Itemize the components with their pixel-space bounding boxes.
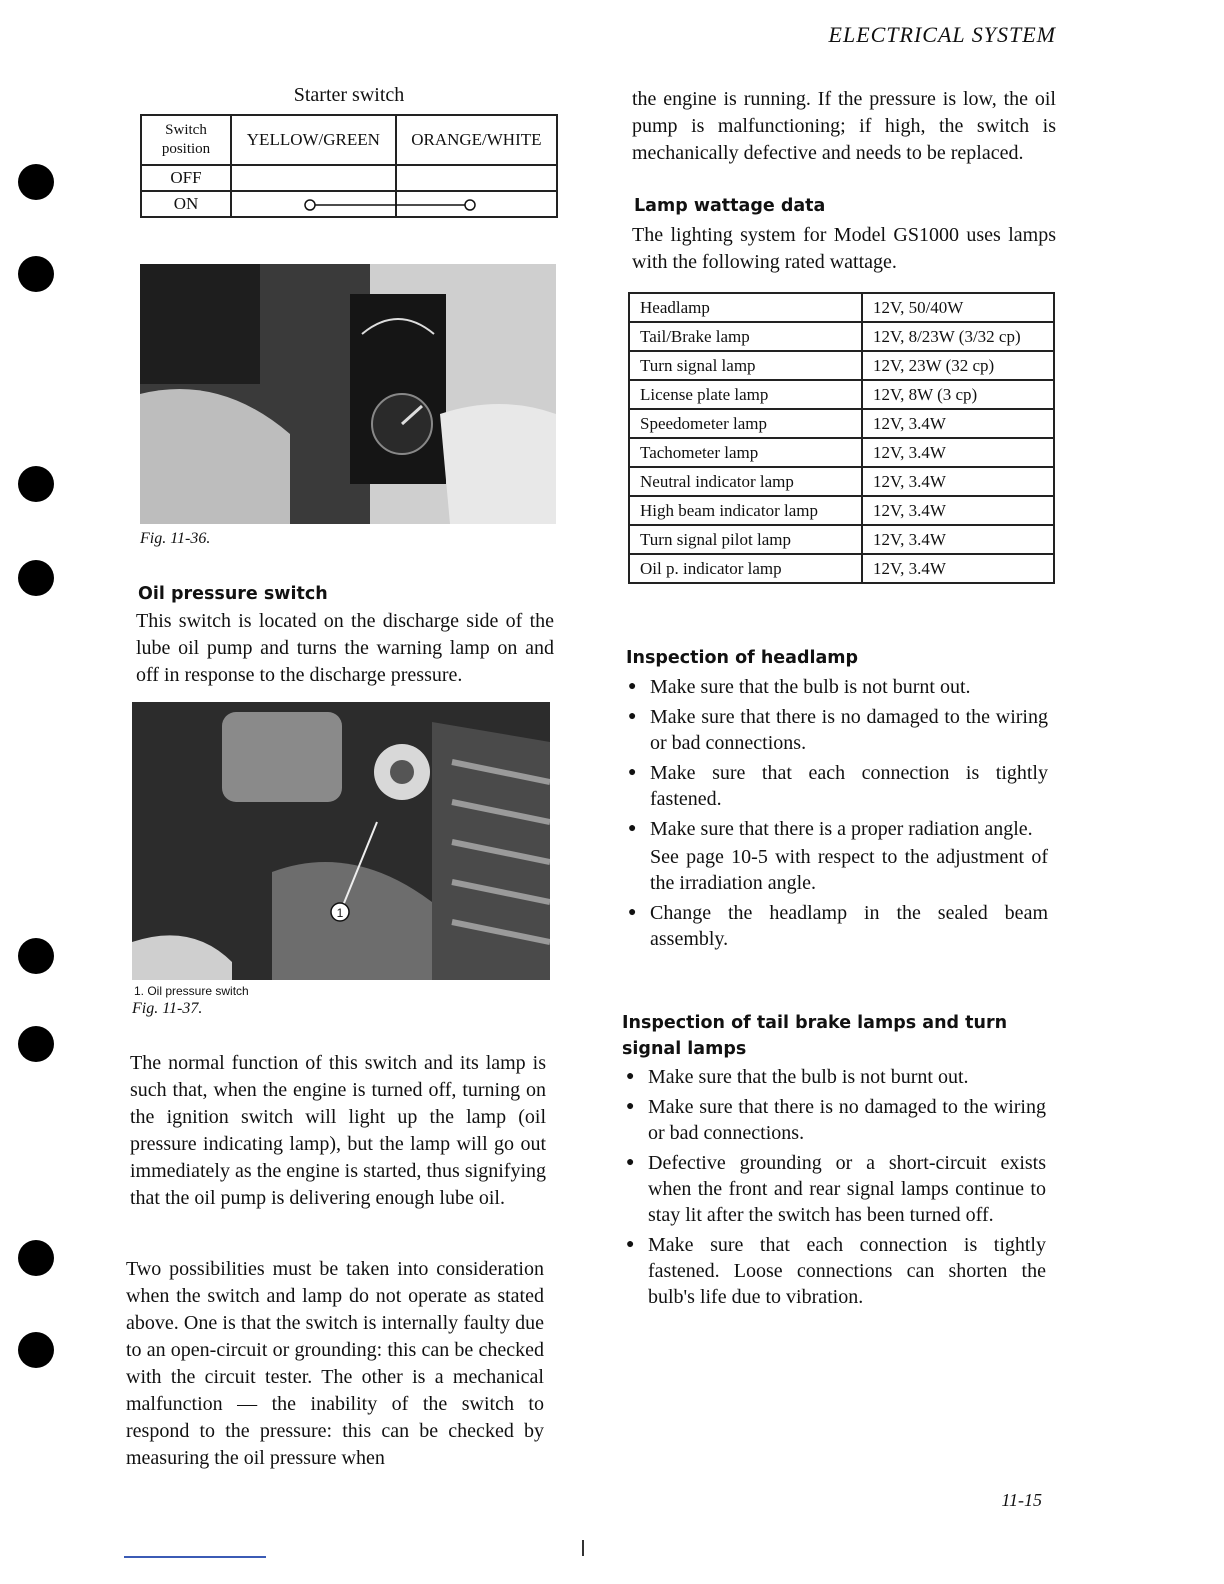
lamp-wattage-heading: Lamp wattage data	[634, 196, 826, 216]
list-item: ● Make sure that there is no damaged to the wiring or bad connections.	[626, 1094, 1046, 1146]
switch-position-header: Switch position	[141, 115, 231, 165]
lamp-wattage: 12V, 3.4W	[862, 554, 1054, 583]
lamp-wattage-intro: The lighting system for Model GS1000 uses lamps with the following rated wattage.	[632, 224, 1056, 273]
list-item: ● Make sure that each connection is tightly fastened.	[628, 760, 1048, 812]
oil-pressure-switch-heading: Oil pressure switch	[138, 584, 328, 604]
lamp-wattage: 12V, 3.4W	[862, 496, 1054, 525]
table-row	[629, 409, 1054, 438]
center-tick	[582, 1540, 584, 1556]
binder-hole	[18, 1240, 54, 1276]
lamp-name: Turn signal pilot lamp	[629, 525, 862, 554]
list-item: ● Make sure that there is no damaged to the wiring or bad connections.	[628, 704, 1048, 756]
binder-hole	[18, 164, 54, 200]
table-row	[629, 293, 1054, 322]
lamp-name: Tachometer lamp	[629, 438, 862, 467]
continuity-connector-icon	[302, 198, 482, 212]
tail-lamp-inspection-heading: Inspection of tail brake lamps and turn signal lamps	[622, 1013, 1008, 1059]
lamp-wattage: 12V, 23W (32 cp)	[862, 351, 1054, 380]
table-row	[629, 351, 1054, 380]
running-header: ELECTRICAL SYSTEM	[828, 22, 1056, 47]
headlamp-angle-note: See page 10-5 with respect to the adjustment of the irradiation angle.	[650, 846, 1048, 894]
table-row	[629, 380, 1054, 409]
yellow-green-header: YELLOW/GREEN	[231, 115, 396, 165]
list-item: ● Make sure that the bulb is not burnt out.	[626, 1064, 1046, 1090]
lamp-wattage: 12V, 8W (3 cp)	[862, 380, 1054, 409]
table-row	[629, 496, 1054, 525]
headlamp-inspection-heading: Inspection of headlamp	[626, 648, 859, 668]
tail-lamp-checklist	[626, 1064, 1046, 1314]
lamp-wattage-table	[628, 292, 1055, 584]
table-row	[629, 467, 1054, 496]
lamp-wattage: 12V, 3.4W	[862, 525, 1054, 554]
lamp-name: Headlamp	[629, 293, 862, 322]
oil-switch-function-paragraph: The normal function of this switch and its lamp is such that, when the engine is turned off, turning on the ignition switch will light up the lamp (oil pressure indicating lamp), but the lamp will go out immediately as the engine is started, thus signifying that the oil pump is delivering enough lube oil.	[130, 1052, 546, 1209]
footer-rule	[124, 1556, 266, 1558]
lamp-name: Oil p. indicator lamp	[629, 554, 862, 583]
list-item: ● Defective grounding or a short-circuit exists when the front and rear signal lamps continue to stay lit after the switch has been turned off.	[626, 1150, 1046, 1228]
list-item-text: Make sure that there is a proper radiation angle.	[650, 818, 1033, 840]
list-item	[628, 816, 1048, 896]
table-row	[629, 525, 1054, 554]
lamp-wattage: 12V, 50/40W	[862, 293, 1054, 322]
figure-11-37-legend: 1. Oil pressure switch	[134, 984, 249, 998]
list-item: ● Change the headlamp in the sealed beam assembly.	[628, 900, 1048, 952]
lamp-name: High beam indicator lamp	[629, 496, 862, 525]
lamp-name: Tail/Brake lamp	[629, 322, 862, 351]
table-row	[629, 554, 1054, 583]
oil-switch-description: This switch is located on the discharge side of the lube oil pump and turns the warning lamp on and off in response to the discharge pressure.	[136, 610, 554, 686]
table-row	[629, 322, 1054, 351]
figure-callout: 1	[336, 906, 344, 920]
binder-hole	[18, 1332, 54, 1368]
binder-hole	[18, 938, 54, 974]
list-item: ● Make sure that each connection is tightly fastened. Loose connections can shorten the bulb's life due to vibration.	[626, 1232, 1046, 1310]
off-row-label: OFF	[141, 165, 231, 191]
oil-pressure-continuation: the engine is running. If the pressure is low, the oil pump is malfunctioning; if high, the switch is mechanically defective and needs to be replaced.	[632, 88, 1056, 164]
lamp-name: License plate lamp	[629, 380, 862, 409]
oil-pressure-switch-photo	[132, 702, 550, 980]
oil-switch-faults-paragraph: Two possibilities must be taken into consideration when the switch and lamp do not operate as stated above. One is that the switch is internally faulty due to an open-circuit or grounding: this can be checked with the circuit tester. The other is a mechanical malfunction — the inability of the switch to respond to the pressure: this can be checked by measuring the oil pressure when	[126, 1258, 544, 1469]
table-row	[629, 438, 1054, 467]
binder-hole	[18, 256, 54, 292]
figure-11-36-caption: Fig. 11-36.	[140, 530, 211, 547]
on-row-label: ON	[141, 191, 231, 217]
starter-switch-title: Starter switch	[293, 84, 405, 106]
binder-hole	[18, 1026, 54, 1062]
orange-white-header: ORANGE/WHITE	[396, 115, 557, 165]
figure-11-37-caption: Fig. 11-37.	[132, 1000, 203, 1017]
list-item: ● Make sure that the bulb is not burnt out.	[628, 674, 1048, 700]
lamp-wattage: 12V, 3.4W	[862, 438, 1054, 467]
binder-hole	[18, 560, 54, 596]
page-number: 11-15	[1001, 1490, 1042, 1510]
headlamp-checklist	[628, 674, 1048, 956]
tester-photo	[140, 264, 556, 524]
lamp-name: Speedometer lamp	[629, 409, 862, 438]
lamp-name: Turn signal lamp	[629, 351, 862, 380]
lamp-wattage: 12V, 8/23W (3/32 cp)	[862, 322, 1054, 351]
lamp-name: Neutral indicator lamp	[629, 467, 862, 496]
lamp-wattage: 12V, 3.4W	[862, 409, 1054, 438]
lamp-wattage: 12V, 3.4W	[862, 467, 1054, 496]
binder-hole	[18, 466, 54, 502]
